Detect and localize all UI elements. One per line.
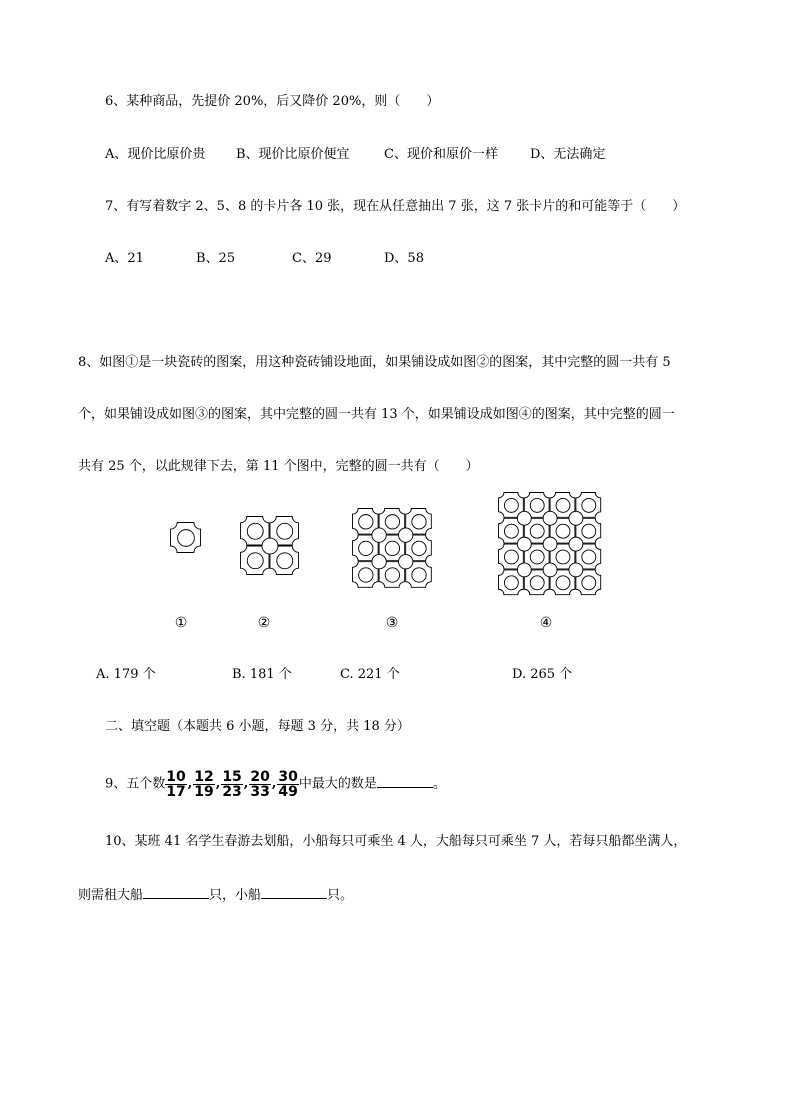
tile-circle [556,524,570,538]
junction-circle [569,511,583,525]
figure-label-4: ④ [539,615,553,631]
tile-circle [412,568,426,582]
fraction-1: $\frac{10}{17}$ [166,768,186,800]
junction-circle [372,528,386,542]
tile-circle [359,568,373,582]
tile-circle [556,550,570,564]
figure-label-1: ① [174,615,188,631]
q8-line-2: 个，如果铺设成如图③的图案，其中完整的圆一共有 13 个，如果铺设成如图④的图案，其中完整的圆一 [78,407,675,422]
q7-option-c: C、29 [292,251,332,266]
junction-circle [517,511,531,525]
q7-option-d: D、58 [384,251,424,266]
tile-circle [582,550,596,564]
q9-line: 9、五个数 $\frac{10}{17}$ , $\frac{12}{19}$ , $\frac{15}{23}$ , $\frac{20}{33}$ , $\frac{30}{49}$ 中最大的数是 。 [105,768,446,800]
tile-circle [530,498,544,512]
tile-circle [556,576,570,590]
junction-circle [262,538,278,554]
tile-circle [530,576,544,590]
q10-line-2 [78,886,353,904]
tile-circle [385,515,399,529]
q10-text-b: 只，小船 [209,888,262,903]
tile-circle [277,523,293,539]
tile-circle [385,541,399,555]
q10-text-a: 则需租大船 [78,888,144,903]
tile-circle [504,550,518,564]
tile-figure-3 [352,508,433,589]
tile-circle [556,498,570,512]
tile-circle [530,524,544,538]
junction-circle [543,537,557,551]
q10-large-boat-blank[interactable] [143,886,209,899]
tile-figure-4 [498,492,602,596]
q9-end: 。 [432,776,446,792]
junction-circle [399,555,413,569]
q8-option-d: D. 265 个 [512,667,573,682]
junction-circle [543,511,557,525]
junction-circle [372,555,386,569]
tile-circle [582,524,596,538]
section-heading: 二、填空题（本题共 6 小题，每题 3 分，共 18 分） [105,719,410,734]
fraction-2: $\frac{12}{19}$ [194,768,214,800]
tile-circle [504,524,518,538]
q7-option-b: B、25 [196,251,236,266]
q8-option-b: B. 181 个 [232,667,292,682]
tile-figure-1 [170,522,202,554]
figure-label-2: ② [257,615,271,631]
figure-label-3: ③ [385,615,399,631]
q6-option-c: C、现价和原价一样 [384,147,498,162]
junction-circle [517,563,531,577]
tile-circle [385,568,399,582]
tile-circle [178,530,195,547]
q6-option-a: A、现价比原价贵 [105,147,206,162]
q7-stem: 7、有写着数字 2、5、8 的卡片各 10 张，现在从任意抽出 7 张，这 7 张卡片的和可能等于（ ） [105,199,686,214]
junction-circle [543,563,557,577]
tile-circle [582,576,596,590]
q9-answer-blank[interactable] [377,775,433,788]
q8-option-a: A. 179 个 [96,667,156,682]
junction-circle [517,537,531,551]
tile-circle [504,498,518,512]
q9-suffix: 中最大的数是 [298,776,377,792]
q6-option-b: B、现价比原价便宜 [236,147,350,162]
tile-circle [582,498,596,512]
tile-circle [359,515,373,529]
q10-text-c: 只。 [327,888,354,903]
q6-option-d: D、无法确定 [530,147,606,162]
tile-circle [530,550,544,564]
q8-line-3: 共有 25 个，以此规律下去，第 11 个图中，完整的圆一共有（ ） [78,459,479,474]
fraction-3: $\frac{15}{23}$ [222,768,242,800]
q6-stem: 6、某种商品，先提价 20%，后又降价 20%，则（ ） [105,94,440,109]
q8-line-1: 8、如图①是一块瓷砖的图案，用这种瓷砖铺设地面，如果铺设成如图②的图案，其中完整的圆一共有 5 [78,355,671,370]
q9-prefix: 9、五个数 [105,776,166,792]
junction-circle [569,537,583,551]
q10-small-boat-blank[interactable] [261,886,327,899]
tile-circle [247,553,263,569]
tile-circle [412,515,426,529]
tile-outline [171,523,201,553]
q10-line-1: 10、某班 41 名学生春游去划船，小船每只可乘坐 4 人，大船每只可乘坐 7 人，若每只船都坐满人， [105,834,687,849]
junction-circle [399,528,413,542]
tile-figure-2 [240,516,300,576]
q8-option-c: C. 221 个 [340,667,400,682]
tile-circle [504,576,518,590]
q7-option-a: A、21 [105,251,144,266]
tile-circle [277,553,293,569]
tile-circle [247,523,263,539]
tile-circle [359,541,373,555]
tile-circle [412,541,426,555]
fraction-4: $\frac{20}{33}$ [250,768,270,800]
fraction-5: $\frac{30}{49}$ [278,768,298,800]
junction-circle [569,563,583,577]
